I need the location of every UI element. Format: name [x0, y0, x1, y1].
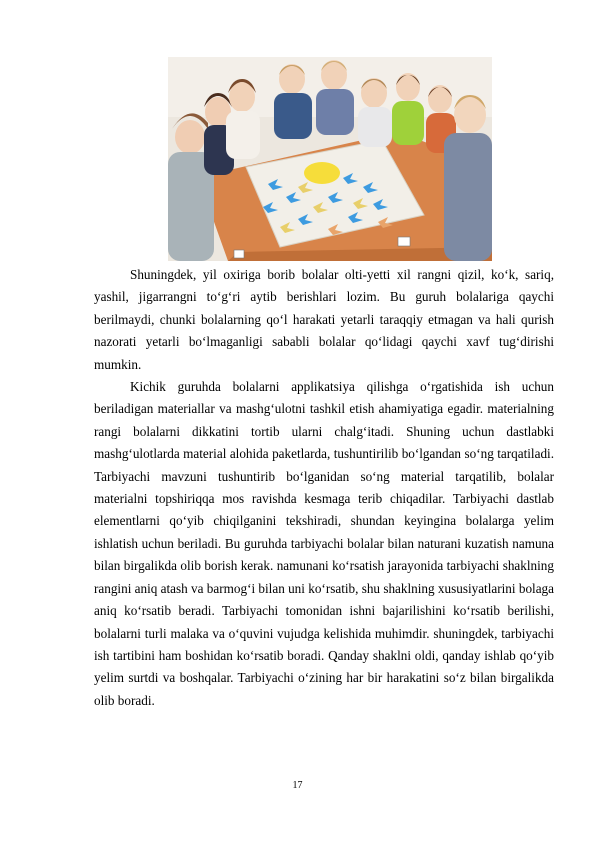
paragraph-2: Kichik guruhda bolalarni applikatsiya qilishga o‘rgatishida ish uchun beriladigan materiallar va mashg‘ulotni tashkil etish ahamiyatiga egadir. materialning rangi bolalarni dikkatini tortib ularni chalg‘itadi. Shuning uchun dastlabki mashg‘ulotlarda material alohida paketlarda, tushuntirilib bo‘lgandan so‘ng tarqatiladi. Tarbiyachi mavzuni tushuntirib bo‘lganidan so‘ng material tarqatilib, bolalar materialni topshiriqqa mos ravishda kesmaga terib chiqadilar. Tarbiyachi dastlab elementlarni qo‘yib chiqilganini tekshiradi, shundan keyingina bolalarga yelim ishlatish uchun beriladi. Bu guruhda tarbiyachi bolalar bilan naturani kuzatish namuna bilan birgalikda olib borish kerak. namunani ko‘rsatish jarayonida tarbiyachi shaklning rangini aniq atash va barmog‘i bilan uni ko‘rsatib, shu shaklning xususiyatlarini bolaga aniq ko‘rsatib beradi. Tarbiyachi tomonidan ishni bajarilishini ko‘rsatib berilishi, bolalarni turli malaka va o‘quvini vujudga kelishida muhimdir. shuningdek, tarbiyachi ish tartibini ham boshidan ko‘rsatib boradi. Qanday shaklni oldi, qanday ishlab qo‘yib yelim surtdi va boshqalar. Tarbiyachi o‘zining har bir harakatini so‘z bilan birgalikda olib boradi.: [94, 379, 555, 708]
classroom-photo: [168, 57, 492, 261]
page-number: 17: [292, 780, 303, 791]
body-text: [94, 264, 554, 712]
classroom-photo-illustration: [168, 57, 492, 261]
paragraph-1: Shuningdek, yil oxiriga borib bolalar olti-yetti xil rangni qizil, ko‘k, sariq, yashil, jigarrangni to‘g‘ri aytib berishlari lozim. Bu guruh bolalariga qaychi berilmaydi, chunki bolalarning qo‘l harakati yetarli taraqqiy etmagan va hali qurish nazorati yetarli bo‘lmaganligi sababli bolalar qo‘lidagi qaychi xavf tug‘dirishi mumkin.: [94, 267, 554, 372]
